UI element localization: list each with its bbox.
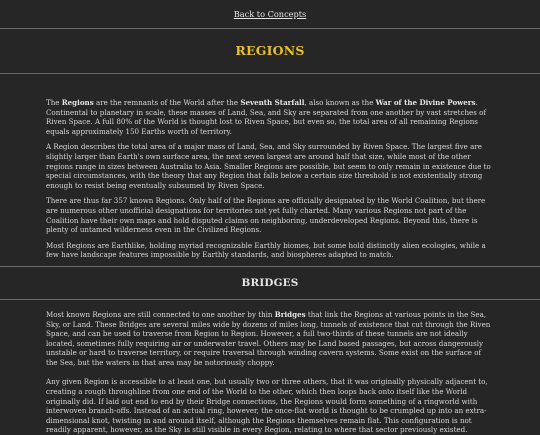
regions-section (0, 98, 540, 260)
page-title: REGIONS (235, 43, 305, 58)
header-divider-bottom (0, 73, 540, 74)
section-divider-bottom (0, 299, 540, 300)
section-divider-top (0, 266, 540, 267)
term-bridges: Bridges (274, 309, 306, 319)
header-divider-top (0, 28, 540, 29)
term-seventh-starfall: Seventh Starfall (240, 98, 305, 107)
term-regions: Regions (61, 98, 94, 107)
back-to-concepts-link[interactable]: Back to Concepts (233, 9, 307, 19)
bridges-heading: BRIDGES (241, 276, 299, 289)
regions-paragraph-2: A Region describes the total area of a major mass of Land, Sea, and Sky surrounded by Riven Space. The largest five are slightly larger than Earth's own surface area, the next seven largest are around half that size, while most of the other regions range in sizes between Australia to Asia. Smaller Regions are possible, but seem to only remain in existence due to special circumstances, with the theory that any Region that falls below a certain size threshold is not existentially strong enough to resist being eventually subsumed by Riven Space. (46, 142, 491, 190)
bridges-paragraph-2: Any given Region is accessible to at least one, but usually two or three others, that it was originally physically adjacent to, creating a rough throughline from one end of the World to the other, which then loops back onto itself like the World originally did. If laid out end to end by their Bridge connections, the Regions would form something of a ringworld with interwoven branch-offs. Instead of an actual ring, however, the once-flat world is thought to be crumpled up into an extra-dimensional knot, twisting in and around itself, although the Regions themselves remain flat. This configuration is not readily apparent, however, as the Sky is still visible in every Region, relating to where that sector previously existed. (46, 377, 488, 435)
regions-paragraph-3: There are thus far 357 known Regions. Only half of the Regions are officially designated by the World Coalition, but there are numerous other unofficial designations for territories not yet fully charted. Many various Regions not part of the Coalition have their own maps and hold disputed claims on neighboring, underdeveloped Regions. Beyond this, there is plenty of untamed wilderness even in the Civilized Regions. (46, 196, 486, 235)
bridges-paragraph-1: Most known Regions are still connected to one another by thin Bridges that link the Regions at various points in the Sea, Sky, or Land. These Bridges are several miles wide by dozens of miles long, tunnels of existence that cut through the Riven Space, and can be used to traverse from Region to Region. However, a full two-thirds of these tunnels are not ideally located, sometimes fully requiring air or underwater travel. Others may be Land based passages, but across dangerously unstable or hard to traverse territory, or require traversal through winding cavern systems. Some exist on the surface of the Sea, but the waters in that area may be notoriously choppy. (46, 309, 491, 367)
page (0, 8, 540, 435)
regions-paragraph-4: Most Regions are Earthlike, holding myriad recognizable Earthly biomes, but some hold distinctly alien ecologies, while a few have landscape features impossible by Earthly standards, and biospheres adapted to match. (46, 240, 486, 260)
regions-paragraph-1: The Regions are the remnants of the World after the Seventh Starfall, also known as the War of the Divine Powers. Continental to planetary in scale, these masses of Land, Sea, and Sky are separated from one another by vast stretches of Riven Space. A full 80% of the World is thought lost to Riven Space, but even so, the total area of all remaining Regions equals approximately 150 Earths worth of territory. (46, 98, 487, 136)
bridges-section (0, 310, 540, 435)
term-war-of-divine-powers: War of the Divine Powers (375, 98, 476, 107)
